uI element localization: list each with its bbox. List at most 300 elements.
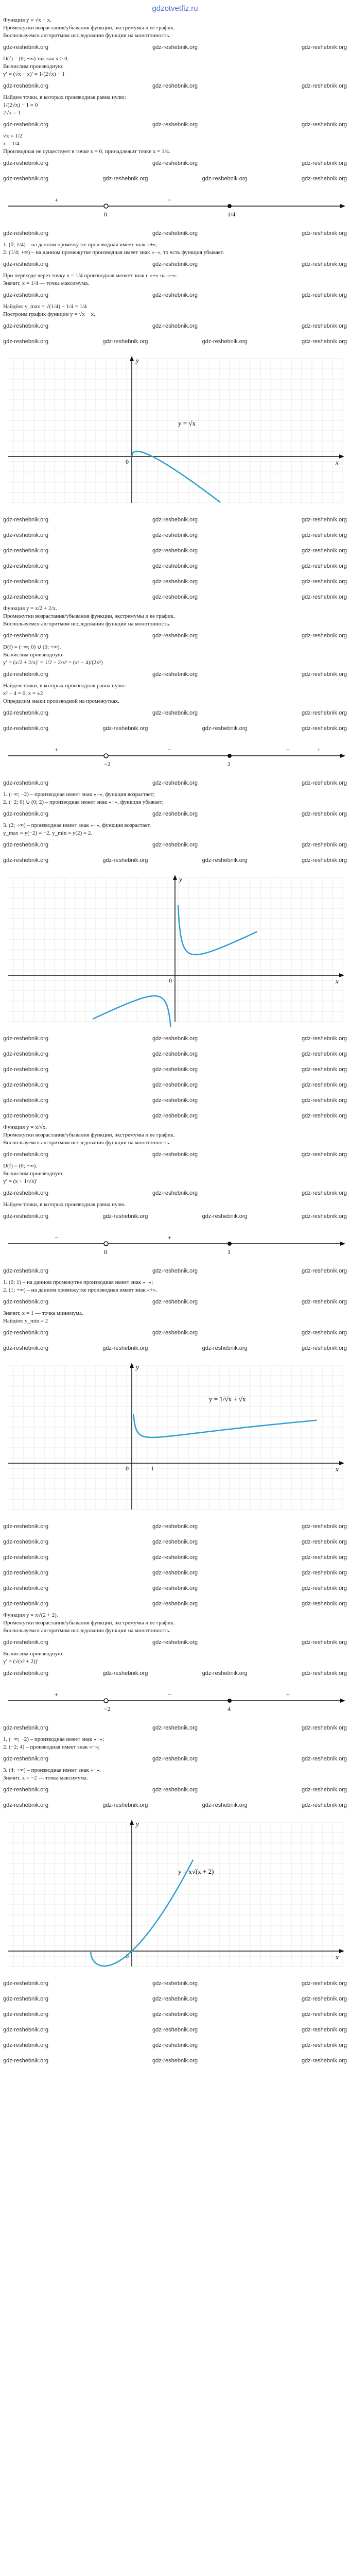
origin-label: 0 <box>126 458 129 465</box>
axis-x-label: x <box>336 977 339 985</box>
watermark-text: gdz-reshebnik.org <box>301 1755 347 1762</box>
text-line: Промежутки возрастания/убывания функции, экстремумы и ее график. <box>3 1132 175 1138</box>
watermark-text: gdz-reshebnik.org <box>152 1569 198 1576</box>
watermark-row <box>3 721 347 736</box>
watermark-text: gdz-reshebnik.org <box>3 1786 49 1793</box>
text-line: 2. (1/4; +∞) – на данном промежутке производная имеет знак «−», то есть функция убывает. <box>3 249 224 256</box>
watermark-text: gdz-reshebnik.org <box>301 725 347 732</box>
watermark-text: gdz-reshebnik.org <box>152 160 198 166</box>
watermark-text: gdz-reshebnik.org <box>152 1112 198 1119</box>
text-line: y′ = (x/2 + 2/x)′ = 1/2 − 2/x² = (x² − 4)/(2x²) <box>3 659 103 666</box>
watermark-text: gdz-reshebnik.org <box>3 709 49 716</box>
watermark-text: gdz-reshebnik.org <box>301 841 347 848</box>
watermark-text: gdz-reshebnik.org <box>3 44 49 50</box>
watermark-text: gdz-reshebnik.org <box>301 1190 347 1196</box>
watermark-text: gdz-reshebnik.org <box>152 1600 198 1607</box>
watermark-text: gdz-reshebnik.org <box>152 516 198 523</box>
watermark-row <box>3 1976 347 1991</box>
watermark-row <box>3 1782 347 1798</box>
watermark-text: gdz-reshebnik.org <box>152 1585 198 1591</box>
watermark-text: gdz-reshebnik.org <box>3 1190 49 1196</box>
watermark-text: gdz-reshebnik.org <box>3 1097 49 1104</box>
function-curve <box>132 451 220 502</box>
watermark-text: gdz-reshebnik.org <box>3 1569 49 1576</box>
function-graph <box>3 1360 347 1515</box>
watermark-text: gdz-reshebnik.org <box>301 1538 347 1545</box>
watermark-text: gdz-reshebnik.org <box>3 323 49 329</box>
text-line: Функция y = x/2 + 2/x. <box>3 605 57 612</box>
equation-label: y = 1/√x + √x <box>209 1395 246 1403</box>
number-line-label: −2 <box>104 760 111 768</box>
watermark-row <box>3 1108 347 1124</box>
equation-label: y = x√(x + 2) <box>178 1868 214 1875</box>
watermark-text: gdz-reshebnik.org <box>152 671 198 677</box>
watermark-text: gdz-reshebnik.org <box>301 632 347 639</box>
watermark-text: gdz-reshebnik.org <box>3 1585 49 1591</box>
watermark-row <box>3 1263 347 1279</box>
watermark-text: gdz-reshebnik.org <box>152 1995 198 2002</box>
solution-section <box>3 16 347 605</box>
watermark-row <box>3 1596 347 1612</box>
function-graph <box>3 353 347 508</box>
sign-label: + <box>55 1691 58 1698</box>
watermark-text: gdz-reshebnik.org <box>152 323 198 329</box>
text-line: Функция y = x√(2 + 2). <box>3 1612 58 1618</box>
text-line: D(f) = [0; +∞) так как x ≥ 0. <box>3 56 69 62</box>
watermark-text: gdz-reshebnik.org <box>301 810 347 817</box>
watermark-text: gdz-reshebnik.org <box>301 1151 347 1158</box>
number-line-figure <box>3 1685 347 1716</box>
text-line: Вычислим производную: <box>3 63 64 70</box>
text-line: Воспользуемся алгоритмом исследования функции на монотонность. <box>3 621 170 627</box>
watermark-row <box>3 1046 347 1062</box>
watermark-row <box>3 2007 347 2022</box>
watermark-row <box>3 1031 347 1046</box>
watermark-text: gdz-reshebnik.org <box>152 841 198 848</box>
watermark-row <box>3 1519 347 1534</box>
watermark-text: gdz-reshebnik.org <box>102 1802 148 1808</box>
watermark-text: gdz-reshebnik.org <box>152 1755 198 1762</box>
watermark-text: gdz-reshebnik.org <box>301 338 347 345</box>
watermark-text: gdz-reshebnik.org <box>3 810 49 817</box>
text-line: Значит, x = 1/4 — точка максимума. <box>3 280 90 286</box>
watermark-text: gdz-reshebnik.org <box>301 44 347 50</box>
watermark-text: gdz-reshebnik.org <box>3 1554 49 1561</box>
number-line-figure <box>3 191 347 222</box>
text-line: 1. (0; 1) – на данном промежутке производная имеет знак «−»; <box>3 1279 153 1285</box>
text-line: 3. (4; +∞) – производная имеет знак «+». <box>3 1767 101 1773</box>
number-line-figure <box>3 740 347 771</box>
watermark-text: gdz-reshebnik.org <box>3 632 49 639</box>
watermark-row <box>3 512 347 528</box>
watermark-row <box>3 1666 347 1681</box>
watermark-text: gdz-reshebnik.org <box>152 2057 198 2064</box>
graph-figure <box>3 1360 347 1515</box>
watermark-text: gdz-reshebnik.org <box>301 779 347 786</box>
watermark-row <box>3 1209 347 1224</box>
text-line: x² − 4 = 0, x = ±2 <box>3 690 43 697</box>
watermark-text: gdz-reshebnik.org <box>301 292 347 298</box>
watermark-row <box>3 1077 347 1093</box>
watermark-text: gdz-reshebnik.org <box>3 1267 49 1274</box>
watermark-text: gdz-reshebnik.org <box>301 1554 347 1561</box>
watermark-text: gdz-reshebnik.org <box>152 82 198 89</box>
watermark-row <box>3 543 347 558</box>
watermark-text: gdz-reshebnik.org <box>152 547 198 554</box>
watermark-text: gdz-reshebnik.org <box>3 2042 49 2048</box>
watermark-text: gdz-reshebnik.org <box>3 1298 49 1305</box>
solution-document <box>0 16 350 2069</box>
watermark-row <box>3 1751 347 1767</box>
watermark-row <box>3 667 347 682</box>
watermark-text: gdz-reshebnik.org <box>3 841 49 848</box>
sign-label: + <box>317 746 321 753</box>
watermark-text: gdz-reshebnik.org <box>102 1213 148 1219</box>
watermark-text: gdz-reshebnik.org <box>152 1639 198 1646</box>
watermark-text: gdz-reshebnik.org <box>152 1554 198 1561</box>
watermark-row <box>3 78 347 94</box>
watermark-text: gdz-reshebnik.org <box>3 338 49 345</box>
text-line: Вычислим производную: <box>3 1651 64 1657</box>
watermark-text: gdz-reshebnik.org <box>301 1802 347 1808</box>
watermark-text: gdz-reshebnik.org <box>152 1786 198 1793</box>
watermark-text: gdz-reshebnik.org <box>152 1329 198 1336</box>
watermark-text: gdz-reshebnik.org <box>301 82 347 89</box>
watermark-row <box>3 2038 347 2053</box>
number-line <box>3 1685 347 1716</box>
text-line: Воспользуемся алгоритмом исследования функции на монотонность. <box>3 1140 170 1146</box>
watermark-text: gdz-reshebnik.org <box>3 516 49 523</box>
watermark-row <box>3 156 347 171</box>
watermark-text: gdz-reshebnik.org <box>3 1081 49 1088</box>
axis-y-label: y <box>136 357 139 364</box>
watermark-text: gdz-reshebnik.org <box>301 175 347 182</box>
axis-x-label: x <box>336 459 339 466</box>
watermark-text: gdz-reshebnik.org <box>102 857 148 863</box>
graph-figure <box>3 1817 347 1972</box>
watermark-text: gdz-reshebnik.org <box>152 578 198 585</box>
watermark-text: gdz-reshebnik.org <box>301 1670 347 1676</box>
text-line: Промежутки возрастания/убывания функции, экстремумы и ее график. <box>3 613 175 619</box>
watermark-text: gdz-reshebnik.org <box>301 323 347 329</box>
watermark-text: gdz-reshebnik.org <box>3 1345 49 1351</box>
watermark-text: gdz-reshebnik.org <box>301 160 347 166</box>
sign-label: + <box>55 746 58 753</box>
watermark-row <box>3 1294 347 1310</box>
watermark-row <box>3 40 347 55</box>
watermark-row <box>3 628 347 643</box>
watermark-text: gdz-reshebnik.org <box>152 121 198 128</box>
graph-figure <box>3 872 347 1027</box>
solution-section <box>3 1124 347 1612</box>
text-line: 2√x = 1 <box>3 110 21 116</box>
watermark-text: gdz-reshebnik.org <box>3 671 49 677</box>
watermark-row <box>3 705 347 721</box>
axis-x-label: x <box>336 1465 339 1473</box>
watermark-text: gdz-reshebnik.org <box>301 261 347 267</box>
watermark-text: gdz-reshebnik.org <box>152 1298 198 1305</box>
solution-section <box>3 605 347 1124</box>
watermark-text: gdz-reshebnik.org <box>301 1081 347 1088</box>
watermark-text: gdz-reshebnik.org <box>152 632 198 639</box>
number-line-label: 2 <box>227 760 231 768</box>
sign-label: − <box>168 746 171 753</box>
watermark-text: gdz-reshebnik.org <box>152 779 198 786</box>
text-line: Значит, x = −2 — точка максимума. <box>3 1775 88 1781</box>
watermark-row <box>3 1325 347 1341</box>
number-line-figure <box>3 1228 347 1259</box>
watermark-text: gdz-reshebnik.org <box>3 1538 49 1545</box>
watermark-text: gdz-reshebnik.org <box>3 292 49 298</box>
text-line: y′ = (x + 1/√x)′ <box>3 1178 38 1184</box>
watermark-text: gdz-reshebnik.org <box>152 1081 198 1088</box>
watermark-text: gdz-reshebnik.org <box>301 1569 347 1576</box>
watermark-row <box>3 226 347 241</box>
watermark-row <box>3 117 347 132</box>
watermark-text: gdz-reshebnik.org <box>301 1066 347 1073</box>
origin-label: 0 <box>126 1465 129 1472</box>
origin-label: 0 <box>169 977 172 984</box>
watermark-text: gdz-reshebnik.org <box>152 1523 198 1530</box>
watermark-text: gdz-reshebnik.org <box>152 1050 198 1057</box>
watermark-text: gdz-reshebnik.org <box>152 292 198 298</box>
watermark-text: gdz-reshebnik.org <box>152 563 198 569</box>
sign-label: − <box>286 746 290 753</box>
watermark-text: gdz-reshebnik.org <box>152 594 198 600</box>
watermark-text: gdz-reshebnik.org <box>301 1267 347 1274</box>
watermark-text: gdz-reshebnik.org <box>3 1995 49 2002</box>
watermark-text: gdz-reshebnik.org <box>3 1980 49 1987</box>
number-line <box>3 1228 347 1259</box>
watermark-text: gdz-reshebnik.org <box>152 1724 198 1731</box>
watermark-row <box>3 287 347 303</box>
watermark-text: gdz-reshebnik.org <box>152 1097 198 1104</box>
text-line: 1. (0; 1/4) – на данном промежутке производная имеет знак «+»; <box>3 242 157 248</box>
watermark-text: gdz-reshebnik.org <box>3 1523 49 1530</box>
watermark-text: gdz-reshebnik.org <box>3 1213 49 1219</box>
watermark-text: gdz-reshebnik.org <box>301 547 347 554</box>
watermark-text: gdz-reshebnik.org <box>3 725 49 732</box>
text-line: Вычислим производную: <box>3 652 64 658</box>
text-line: y′ = (√(x² + 2))′ <box>3 1658 39 1665</box>
text-line: 2. (1; +∞) – на данном промежутке производная имеет знак «+». <box>3 1287 157 1293</box>
text-line: Найдем точки, в которых производная равна нулю: <box>3 94 126 100</box>
function-curve <box>133 1414 317 1438</box>
watermark-text: gdz-reshebnik.org <box>301 2011 347 2018</box>
watermark-text: gdz-reshebnik.org <box>301 121 347 128</box>
watermark-text: gdz-reshebnik.org <box>3 1639 49 1646</box>
watermark-text: gdz-reshebnik.org <box>301 1786 347 1793</box>
sign-label: − <box>168 1691 171 1698</box>
watermark-row <box>3 1534 347 1550</box>
watermark-row <box>3 1565 347 1581</box>
number-line-label: 1 <box>227 1248 231 1256</box>
number-line-label: 1/4 <box>227 211 236 218</box>
text-line: 2. (−2; 4) – производная имеет знак «−»; <box>3 1744 100 1750</box>
sign-label: + <box>168 1234 171 1241</box>
watermark-text: gdz-reshebnik.org <box>301 532 347 538</box>
text-line: Воспользуемся алгоритмом исследования функции на монотонность. <box>3 32 170 39</box>
text-line: √x = 1/2 <box>3 133 23 139</box>
watermark-text: gdz-reshebnik.org <box>301 1213 347 1219</box>
graph-figure <box>3 353 347 508</box>
watermark-text: gdz-reshebnik.org <box>301 1600 347 1607</box>
equation-label: y = √x <box>178 419 196 427</box>
function-graph <box>3 872 347 1027</box>
site-link[interactable]: gdzotvetfiz.ru <box>152 4 198 13</box>
watermark-row <box>3 257 347 272</box>
watermark-text: gdz-reshebnik.org <box>3 1755 49 1762</box>
watermark-text: gdz-reshebnik.org <box>3 1802 49 1808</box>
watermark-row <box>3 574 347 589</box>
watermark-text: gdz-reshebnik.org <box>301 594 347 600</box>
watermark-text: gdz-reshebnik.org <box>301 2057 347 2064</box>
text-line: Найдем точки, в которых производная равна нулю. <box>3 1201 126 1208</box>
watermark-text: gdz-reshebnik.org <box>152 1151 198 1158</box>
watermark-row <box>3 589 347 605</box>
watermark-text: gdz-reshebnik.org <box>152 230 198 236</box>
axis-y-label: y <box>179 875 182 883</box>
watermark-text: gdz-reshebnik.org <box>3 1066 49 1073</box>
watermark-text: gdz-reshebnik.org <box>3 578 49 585</box>
watermark-text: gdz-reshebnik.org <box>202 725 248 732</box>
watermark-text: gdz-reshebnik.org <box>301 230 347 236</box>
text-line: 2. (−2; 0) ∪ (0; 2) – производная имеет знак «−», функция убывает; <box>3 799 164 805</box>
watermark-text: gdz-reshebnik.org <box>3 594 49 600</box>
sign-label: − <box>55 1234 58 1241</box>
watermark-text: gdz-reshebnik.org <box>301 1298 347 1305</box>
watermark-text: gdz-reshebnik.org <box>3 1151 49 1158</box>
sign-label: − <box>168 196 171 204</box>
number-line-label: −2 <box>104 1705 111 1713</box>
watermark-text: gdz-reshebnik.org <box>202 1802 248 1808</box>
text-line: x = 1/4 <box>3 141 20 147</box>
text-line: Воспользуемся алгоритмом исследования функции на монотонность. <box>3 1628 170 1634</box>
watermark-text: gdz-reshebnik.org <box>152 2011 198 2018</box>
watermark-text: gdz-reshebnik.org <box>152 810 198 817</box>
text-line: y′ = (√x − x)′ = 1/(2√x) − 1 <box>3 71 65 77</box>
watermark-text: gdz-reshebnik.org <box>301 1035 347 1042</box>
origin-label: 0 <box>126 1953 129 1960</box>
watermark-row <box>3 334 347 349</box>
watermark-row <box>3 2022 347 2038</box>
watermark-text: gdz-reshebnik.org <box>102 175 148 182</box>
tick-label: 1 <box>151 1465 154 1472</box>
text-line: Вычислим производную: <box>3 1171 64 1177</box>
watermark-text: gdz-reshebnik.org <box>152 709 198 716</box>
text-line: Найдем точки, в которых производная равна нулю: <box>3 683 126 689</box>
watermark-text: gdz-reshebnik.org <box>152 1066 198 1073</box>
watermark-text: gdz-reshebnik.org <box>102 338 148 345</box>
watermark-row <box>3 1720 347 1736</box>
text-line: 1. (−∞; −2) – производная имеет знак «+», функция возрастает; <box>3 791 155 798</box>
watermark-text: gdz-reshebnik.org <box>3 175 49 182</box>
watermark-text: gdz-reshebnik.org <box>301 671 347 677</box>
text-line: 1/(2√x) − 1 = 0 <box>3 102 38 108</box>
watermark-text: gdz-reshebnik.org <box>3 857 49 863</box>
watermark-text: gdz-reshebnik.org <box>301 516 347 523</box>
watermark-text: gdz-reshebnik.org <box>3 121 49 128</box>
watermark-text: gdz-reshebnik.org <box>202 857 248 863</box>
watermark-row <box>3 853 347 868</box>
function-graph <box>3 1817 347 1972</box>
text-line: Построим график функции y = √x − x. <box>3 311 95 317</box>
text-line: Функция y = x/√x. <box>3 1124 47 1130</box>
page-header <box>0 0 350 16</box>
watermark-text: gdz-reshebnik.org <box>3 563 49 569</box>
watermark-text: gdz-reshebnik.org <box>301 1995 347 2002</box>
watermark-row <box>3 1550 347 1565</box>
watermark-text: gdz-reshebnik.org <box>102 1345 148 1351</box>
text-line: Найдём: y_max = √(1/4) − 1/4 = 1/4 <box>3 303 87 310</box>
number-line-label: 0 <box>104 211 107 218</box>
watermark-text: gdz-reshebnik.org <box>301 2042 347 2048</box>
watermark-text: gdz-reshebnik.org <box>301 1050 347 1057</box>
watermark-text: gdz-reshebnik.org <box>301 1523 347 1530</box>
sign-label: + <box>55 196 58 204</box>
sign-label: + <box>286 1691 290 1698</box>
watermark-text: gdz-reshebnik.org <box>3 547 49 554</box>
watermark-text: gdz-reshebnik.org <box>202 1345 248 1351</box>
text-line: Значит, x = 1 — точка минимума. <box>3 1310 83 1316</box>
axis-y-label: y <box>136 1363 139 1371</box>
watermark-text: gdz-reshebnik.org <box>3 2011 49 2018</box>
text-line: При переходе через точку x = 1/4 производная меняет знак с «+» на «−». <box>3 273 178 279</box>
watermark-row <box>3 2053 347 2069</box>
text-line: Производная не существует в точке x = 0, принадлежит точке x = 1/4. <box>3 148 170 155</box>
text-line: Определим знаки производной на промежутках. <box>3 698 120 704</box>
watermark-text: gdz-reshebnik.org <box>152 44 198 50</box>
watermark-text: gdz-reshebnik.org <box>3 1670 49 1676</box>
watermark-row <box>3 558 347 574</box>
watermark-text: gdz-reshebnik.org <box>3 160 49 166</box>
watermark-text: gdz-reshebnik.org <box>301 1112 347 1119</box>
watermark-text: gdz-reshebnik.org <box>301 709 347 716</box>
watermark-text: gdz-reshebnik.org <box>3 532 49 538</box>
number-line <box>3 740 347 771</box>
watermark-row <box>3 171 347 187</box>
text-line: y_max = y(−2) = −2, y_min = y(2) = 2. <box>3 830 93 836</box>
watermark-text: gdz-reshebnik.org <box>301 563 347 569</box>
watermark-text: gdz-reshebnik.org <box>3 2057 49 2064</box>
watermark-row <box>3 775 347 791</box>
text-line: Промежутки возрастания/убывания функции, экстремумы и ее график. <box>3 25 175 31</box>
watermark-text: gdz-reshebnik.org <box>152 532 198 538</box>
watermark-text: gdz-reshebnik.org <box>152 2042 198 2048</box>
watermark-row <box>3 1062 347 1077</box>
watermark-row <box>3 528 347 543</box>
watermark-text: gdz-reshebnik.org <box>301 1097 347 1104</box>
watermark-text: gdz-reshebnik.org <box>301 1585 347 1591</box>
text-line: D(f) = (−∞; 0) ∪ (0; +∞). <box>3 644 61 650</box>
axis-y-label: y <box>136 1820 139 1828</box>
number-line-label: 4 <box>227 1705 231 1713</box>
watermark-text: gdz-reshebnik.org <box>152 1267 198 1274</box>
watermark-text: gdz-reshebnik.org <box>3 261 49 267</box>
watermark-text: gdz-reshebnik.org <box>202 175 248 182</box>
watermark-text: gdz-reshebnik.org <box>3 82 49 89</box>
watermark-text: gdz-reshebnik.org <box>301 1639 347 1646</box>
watermark-text: gdz-reshebnik.org <box>202 338 248 345</box>
watermark-text: gdz-reshebnik.org <box>202 1670 248 1676</box>
text-line: 1. (−∞; −2) – производная имеет знак «+»; <box>3 1736 104 1742</box>
watermark-text: gdz-reshebnik.org <box>3 1600 49 1607</box>
watermark-text: gdz-reshebnik.org <box>152 2026 198 2033</box>
watermark-text: gdz-reshebnik.org <box>301 1345 347 1351</box>
watermark-text: gdz-reshebnik.org <box>102 1670 148 1676</box>
watermark-row <box>3 1093 347 1108</box>
watermark-text: gdz-reshebnik.org <box>3 1329 49 1336</box>
